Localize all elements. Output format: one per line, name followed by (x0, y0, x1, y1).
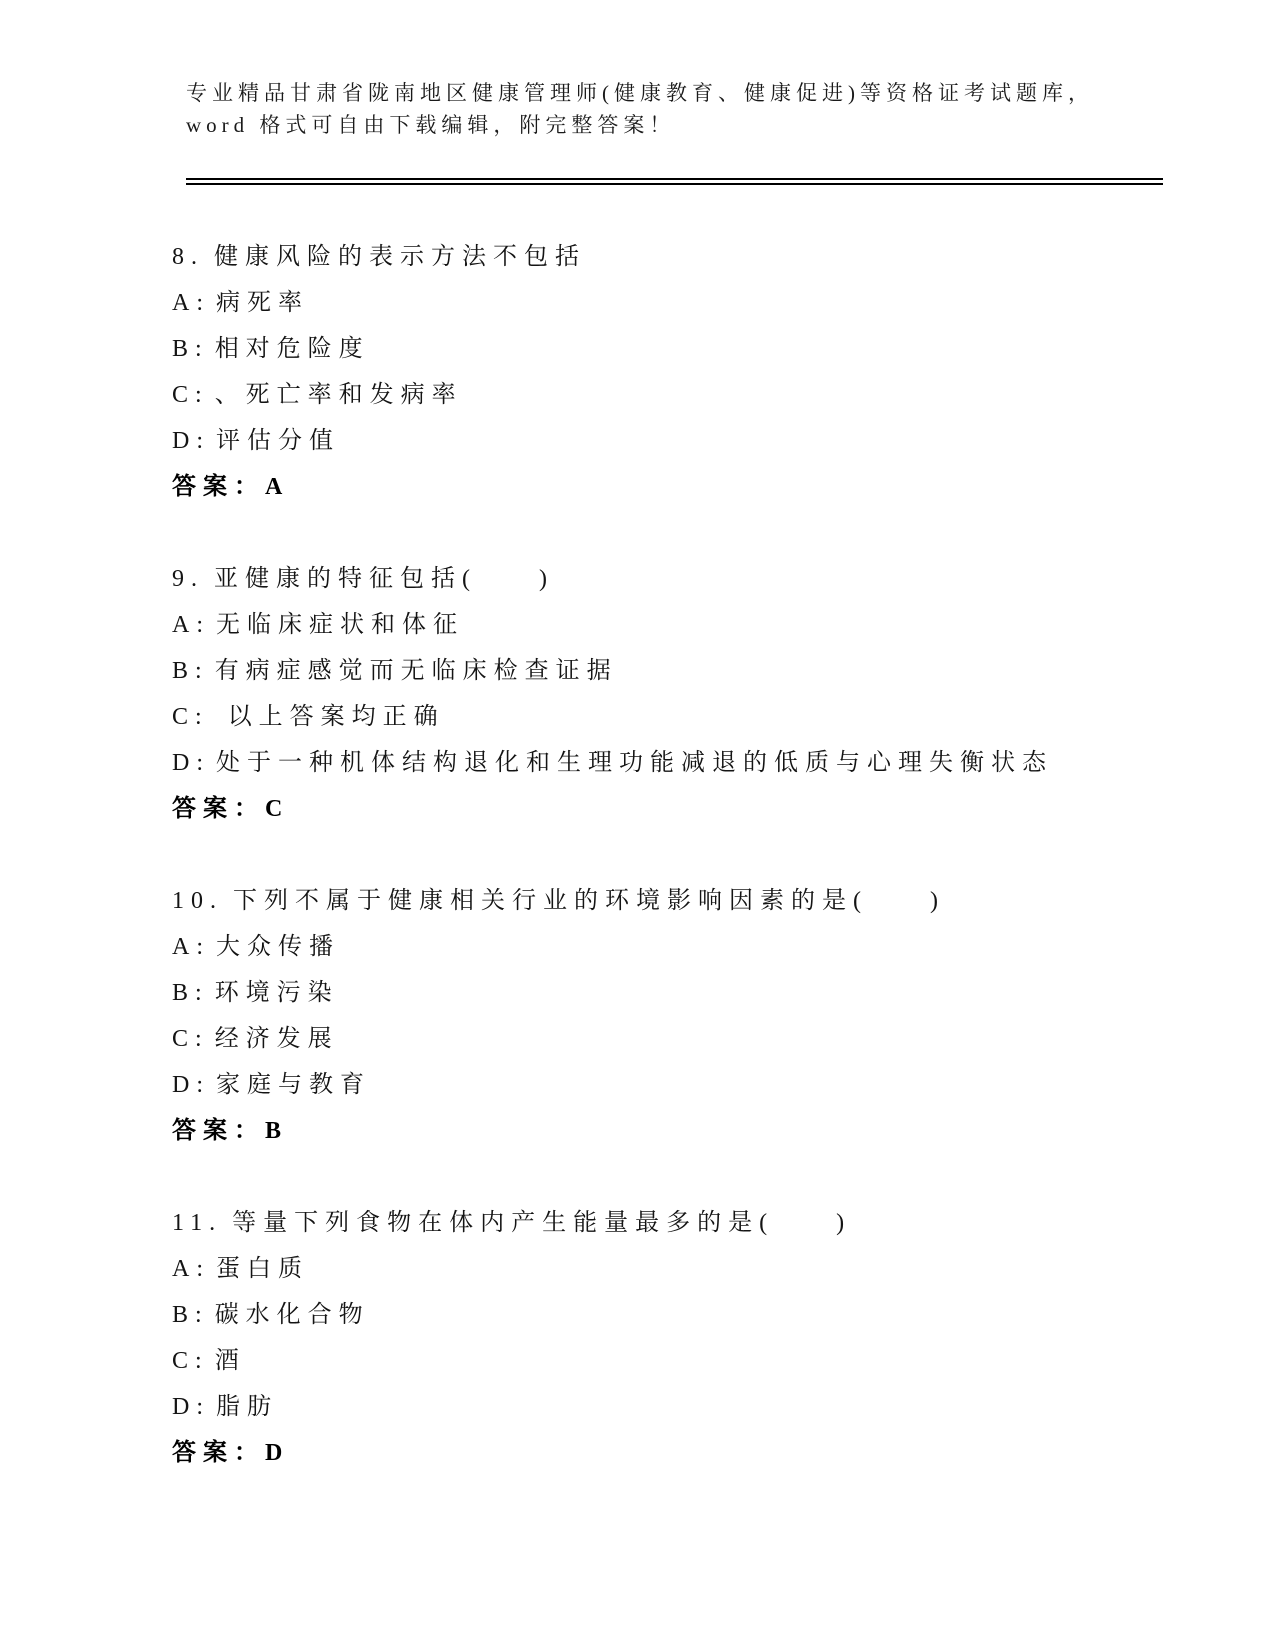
option-row (172, 1062, 1167, 1108)
option-row (172, 602, 1167, 648)
option-text: 经济发展 (214, 1026, 339, 1052)
option-row (172, 1016, 1167, 1062)
question-title-row (172, 556, 1167, 602)
option-text: 、死亡率和发病率 (214, 382, 463, 408)
answer-row: 答案：D (172, 1440, 290, 1466)
question-title: 亚健康的特征包括( ) (214, 566, 554, 592)
option-row (172, 1384, 1167, 1430)
option-label: D: (172, 1072, 210, 1098)
option-text: 大众传播 (216, 934, 340, 960)
header-note-line-1: 专业精品甘肃省陇南地区健康管理师(健康教育、健康促进)等资格证考试题库， (186, 81, 1094, 105)
option-row (172, 280, 1167, 326)
option-row (172, 1246, 1167, 1292)
option-row (172, 418, 1167, 464)
question-title-row (172, 1200, 1167, 1246)
question-block-10 (172, 878, 1167, 1154)
option-label: B: (172, 336, 209, 362)
question-title: 等量下列食物在体内产生能量最多的是( ) (232, 1210, 852, 1236)
option-label: A: (172, 290, 210, 316)
answer-row: 答案：B (172, 1118, 289, 1144)
question-number: 11. (172, 1210, 223, 1236)
question-number: 8. (172, 244, 204, 270)
header-note-line-2: word 格式可自由下载编辑，附完整答案！ (186, 113, 676, 137)
option-label: B: (172, 658, 209, 684)
question-title: 健康风险的表示方法不包括 (214, 244, 586, 270)
question-block-9 (172, 556, 1167, 832)
option-text: 脂肪 (216, 1394, 278, 1420)
option-label: A: (172, 934, 210, 960)
question-number: 10. (172, 888, 223, 914)
option-label: C: (172, 704, 209, 730)
option-label: A: (172, 612, 210, 638)
option-row (172, 648, 1167, 694)
option-label: C: (172, 1348, 209, 1374)
option-row (172, 970, 1167, 1016)
option-text: 家庭与教育 (216, 1072, 371, 1098)
question-block-11 (172, 1200, 1167, 1476)
option-label: D: (172, 1394, 210, 1420)
option-row (172, 326, 1167, 372)
option-label: B: (172, 1302, 209, 1328)
header-divider (186, 178, 1163, 185)
option-row (172, 694, 1167, 740)
option-text: 酒 (214, 1348, 246, 1374)
question-block-8 (172, 234, 1167, 510)
question-title: 下列不属于健康相关行业的环境影响因素的是( ) (233, 888, 945, 914)
option-text: 蛋白质 (216, 1256, 309, 1282)
option-text: 评估分值 (216, 428, 340, 454)
option-label: A: (172, 1256, 210, 1282)
option-text: 以上答案均正确 (214, 704, 445, 730)
document-body (172, 234, 1167, 1522)
option-text: 相对危险度 (214, 336, 370, 362)
option-label: D: (172, 750, 210, 776)
option-label: C: (172, 382, 209, 408)
answer-row: 答案：A (172, 474, 290, 500)
option-text: 处于一种机体结构退化和生理功能减退的低质与心理失衡状态 (216, 750, 1053, 776)
option-text: 环境污染 (214, 980, 339, 1006)
answer-row: 答案：C (172, 796, 290, 822)
option-label: C: (172, 1026, 209, 1052)
option-text: 碳水化合物 (214, 1302, 370, 1328)
option-row (172, 372, 1167, 418)
option-text: 无临床症状和体征 (216, 612, 464, 638)
option-text: 有病症感觉而无临床检查证据 (214, 658, 618, 684)
option-row (172, 924, 1167, 970)
question-title-row (172, 878, 1167, 924)
option-row (172, 1338, 1167, 1384)
question-number: 9. (172, 566, 204, 592)
option-row (172, 740, 1167, 786)
option-label: B: (172, 980, 209, 1006)
page-header (186, 77, 1163, 141)
option-text: 病死率 (216, 290, 309, 316)
option-row (172, 1292, 1167, 1338)
option-label: D: (172, 428, 210, 454)
question-title-row (172, 234, 1167, 280)
